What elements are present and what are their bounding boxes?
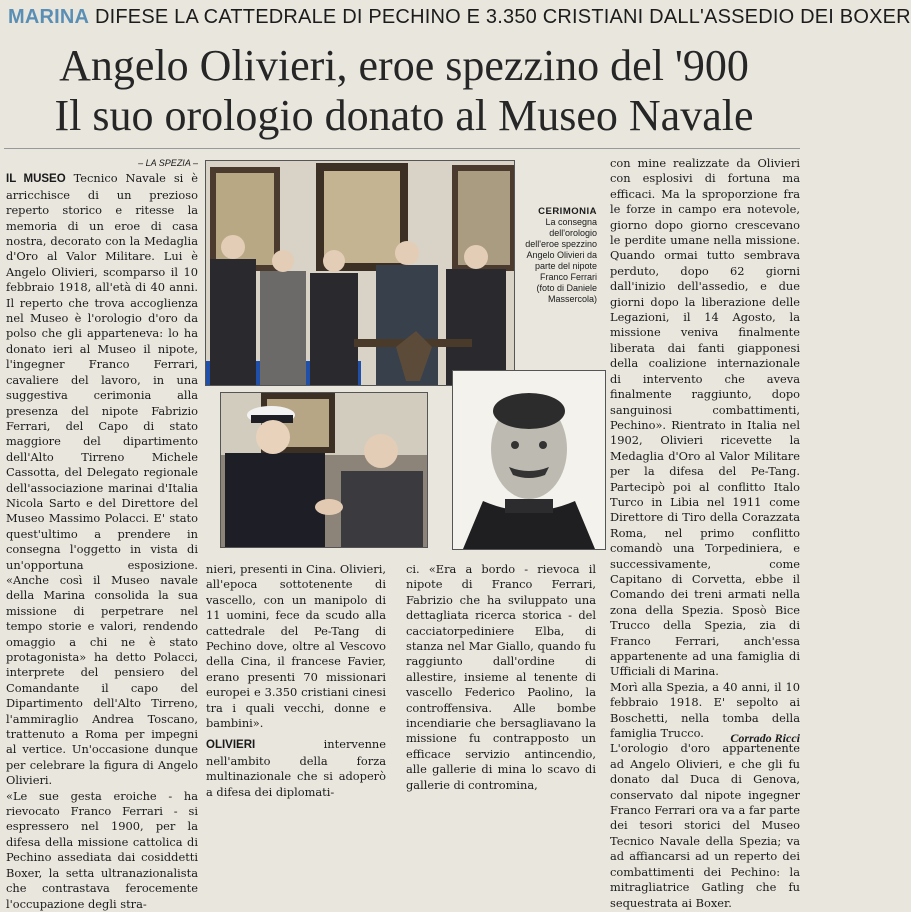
section-label: MARINA — [8, 6, 90, 28]
article-column-3 — [406, 562, 596, 792]
kicker-text: DIFESE LA CATTEDRALE DI PECHINO E 3.350 CRISTIANI DALL'ASSEDIO DEI BOXER — [94, 6, 911, 28]
lead-in: IL MUSEO — [6, 173, 66, 186]
article-column-1 — [6, 156, 198, 911]
author-signature: Corrado Ricci — [730, 731, 800, 745]
kicker — [8, 4, 911, 30]
article-column-2 — [206, 562, 386, 799]
caption-text: La consegna dell'orologio dell'eroe spezzino Angelo Olivieri da parte del nipote Franco Ferrari — [525, 217, 597, 282]
col2-paragraph-1: nieri, presenti in Cina. Olivieri, all'epoca sottotenente di vascello, con un manipolo di 11 uomini, fece da scudo alla cattedrale del Pe-Tang di Pechino dove, oltre al Vescovo della Cina, il francese Favier, erano presenti 70 missionari europei e 3.350 cristiani cinesi tra i quali vecchi, donne e bambini». — [206, 562, 386, 731]
portrait-illustration — [453, 371, 605, 549]
dateline: – LA SPEZIA – — [138, 158, 198, 168]
col4-paragraph-3: L'orologio d'oro appartenente ad Angelo Olivieri, e che gli fu donato dal Duca di Genova, conservato dal nipote ingegner Franco Ferrari ora va a far parte dei tesori storici del Museo Tecnico Navale della Spezia; va ad affiancarsi ad un reperto dei combattimenti dei Pechino: la mitragliatrice Gatling che fu sequestrata ai Boxer. — [610, 741, 800, 910]
portrait-photo — [452, 370, 606, 550]
col2-paragraph-2: intervenne nell'ambito della forza multinazionale che si adoperò a difesa dei diplomati- — [206, 737, 386, 799]
headline-line-1: Angelo Olivieri, eroe spezzino del '900 — [59, 41, 749, 90]
handshake-photo — [220, 392, 428, 548]
handshake-illustration — [221, 393, 427, 547]
caption-title: CERIMONIA — [538, 206, 597, 217]
lead-in-2: OLIVIERI — [206, 739, 256, 752]
headline-rule — [4, 148, 800, 149]
ceremony-group-illustration — [206, 161, 514, 385]
col4-paragraph-1: con mine realizzate da Olivieri con esplosivi di fortuna ma efficaci. Ma la sproporzione fra le forze in campo era notevole, giorno dopo giorno crescevano le perdite umane nella missione. Quando ormai tutto sembrava perduto, dopo 62 giorni dall'inizio dell'assedio, e due giorni dopo la liberazione delle Legazioni, il 14 Agosto, la missione veniva finalmente liberata dai fanti giapponesi della coalizione internazionale di intervento che aveva finalmente raggiunto, dopo sanguinosi combattimenti, Pechino». Rientrato in Italia nel 1902, Olivieri ricevette la Medaglia d'Oro al Valor Militare per la difesa del Pe-Tang. Partecipò poi al conflitto Italo Turco in Libia nel 1911 come Direttore di Tiro della Corazzata Roma, nel primo conflitto comandò una Torpediniera, e successivamente, come Capitano di Corvetta, ebbe il Comando dei treni armati nella zona della Spezia. Sposò Bice Trucco della Spezia, zia di Franco Ferrari, anch'essa appartenente ad una famiglia di Ufficiali di Marina. — [610, 156, 800, 679]
ceremony-group-photo — [205, 160, 515, 386]
col1-paragraph-2: «Le sue gesta eroiche - ha rievocato Franco Ferrari - si espressero nel 1900, per la difesa della missione cattolica di Pechino assediata dai cosiddetti Boxer, la setta ultranazionalista che contrastava ferocemente l'occupazione degli stra- — [6, 788, 198, 911]
caption-credit: (foto di Daniele Massercola) — [536, 283, 597, 304]
col4-paragraph-2: Morì alla Spezia, a 40 anni, il 10 febbraio 1918. E' sepolto ai Boschetti, nella tomba della famiglia Trucco. — [610, 679, 800, 741]
col1-paragraph-1: Tecnico Navale si è arricchisce di un prezioso reperto storico e ritesse la memoria di un eroe di casa nostra, decorato con la Medaglia d'Oro al Valor Militare. Lui è Angelo Olivieri, scomparso il 10 febbraio 1918, all'età di 40 anni. Il reperto che trova accoglienza nel Museo è l'orologio d'oro da polso che gli apparteneva: lo ha donato ieri al Museo il nipote, l'ingegner Franco Ferrari, cavaliere del lavoro, in una suggestiva cerimonia alla presenza del nipote Fabrizio Ferrari, del Capo di stato maggiore del dipartimento dell'Alto Tirreno Michele Cassotta, del Delegato regionale dell'associazione marinai d'Italia Nicola Sarto e del Direttore del Museo Massimo Polacci. E' stato quest'ultimo a prendere in consegna l'oggetto in vista di un'opportuna esposizione. «Anche così il Museo navale della Marina consolida la sua missione di perpetrare nel tempo storie e valori, rendendo omaggio a chi ne è stato protagonista» ha detto Polacci, interprete del pensiero del Comandante il capo del Dipartimento dell'Alto Tirreno, l'ammiraglio Andrea Toscano, trattenuto a Roma per impegni al vertice. Un'occasione dunque per celebrare la figura di Angelo Olivieri. — [6, 171, 198, 788]
photo-caption — [517, 206, 597, 305]
col3-paragraph-1: ci. «Era a bordo - rievoca il nipote di Franco Ferrari, Fabrizio che ha sviluppato una dettagliata ricerca storica - del cacciatorpediniere Elba, di stanza nel Mar Giallo, quando fu raggiunto dall'ordine di allestire, insieme al tenente di vascello Federico Paolino, la controffensiva. Alle bombe incendiarie che bersagliavano la missione fu contrapposto un efficace servizio antincendio, alle gallerie di mina lo scavo di gallerie di contromina, — [406, 562, 596, 792]
headline-line-2: Il suo orologio donato al Museo Navale — [54, 91, 754, 140]
